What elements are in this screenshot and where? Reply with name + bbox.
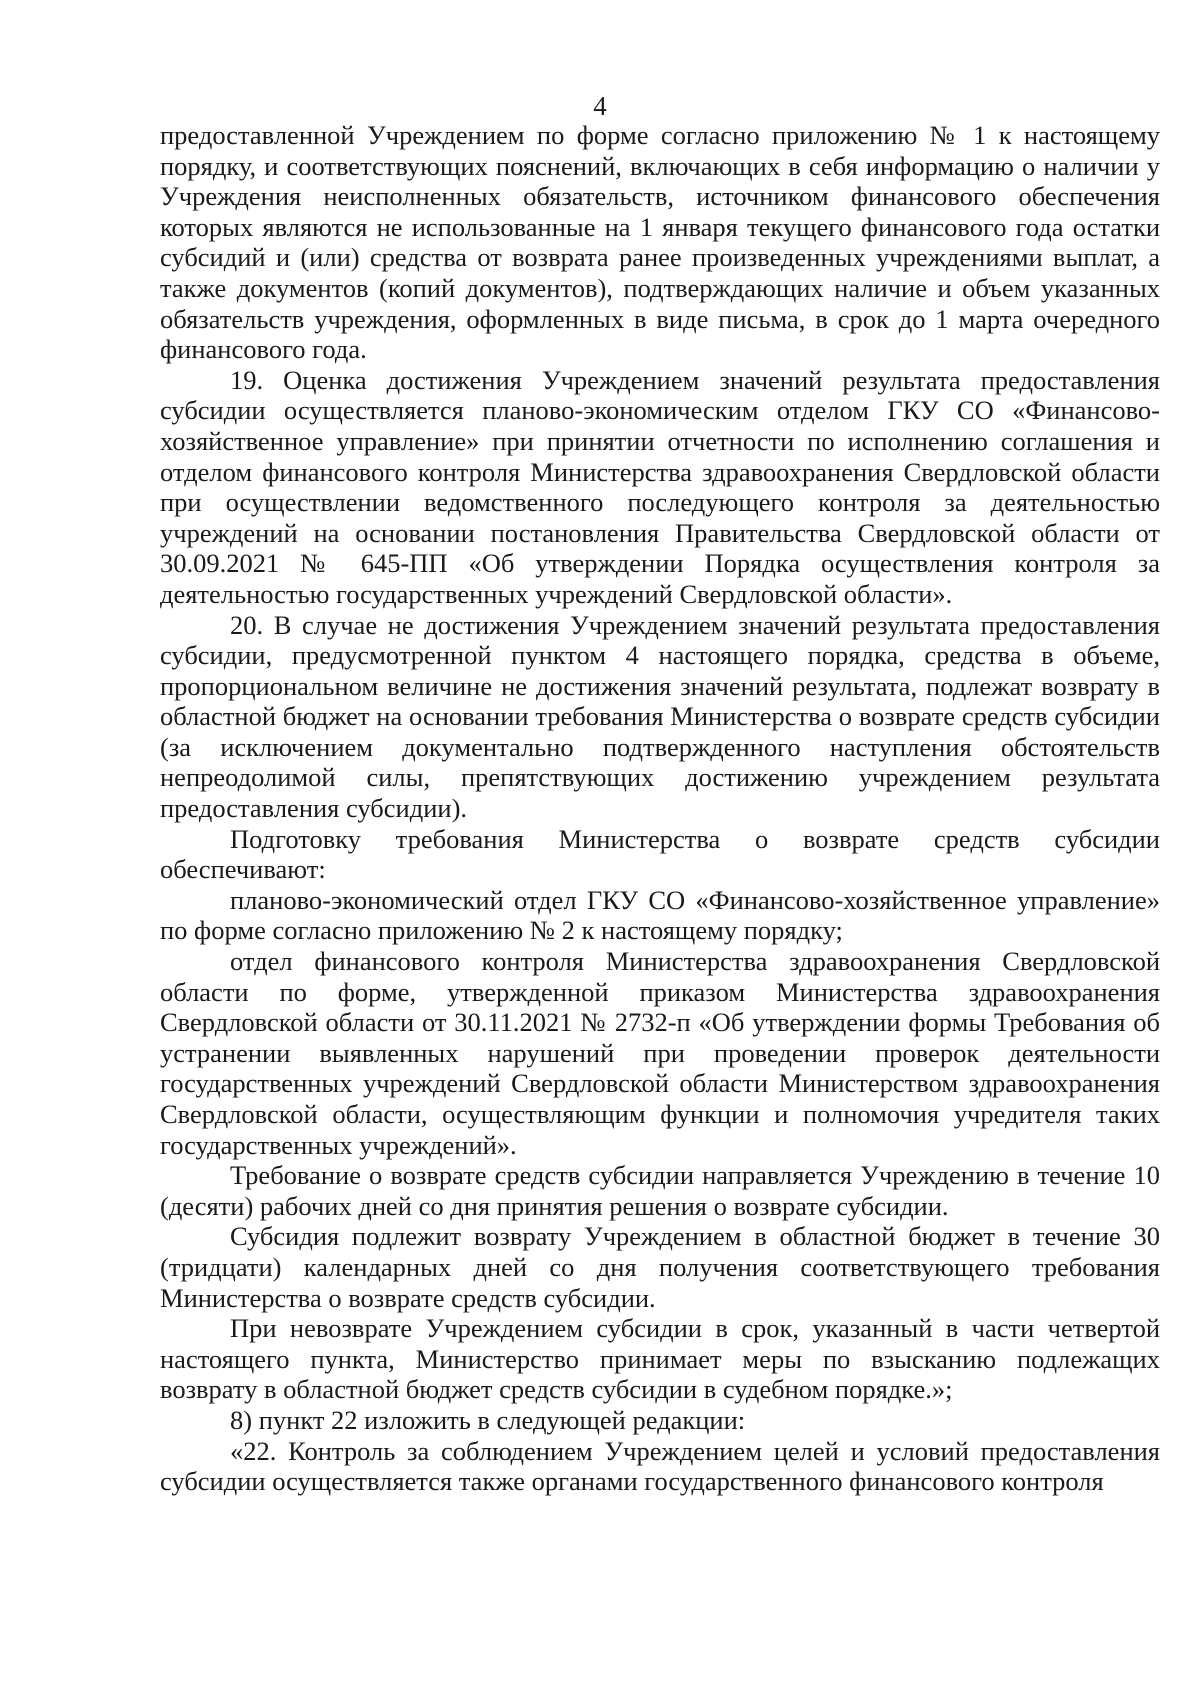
document-body	[160, 120, 1160, 1497]
paragraph-continuation: предоставленной Учреждением по форме согласно приложению № 1 к настоящему порядку, и соответствующих пояснений, включающих в себя информацию о наличии у Учреждения неисполненных обязательств, источником финансового обеспечения которых являются не использованные на 1 января текущего финансового года остатки субсидий и (или) средства от возврата ранее произведенных учреждениями выплат, а также документов (копий документов), подтверждающих наличие и объем указанных обязательств учреждения, оформленных в виде письма, в срок до 1 марта очередного финансового года.	[160, 120, 1160, 365]
paragraph-20-subsidy-return: 20. В случае не достижения Учреждением значений результата предоставления субсидии, предусмотренной пунктом 4 настоящего порядка, средства в объеме, пропорциональном величине не достижения значений результата, подлежат возврату в областной бюджет на основании требования Министерства о возврате средств субсидии (за исключением документально подтвержденного наступления обстоятельств непреодолимой силы, препятствующих достижению учреждением результата предоставления субсидии).	[160, 609, 1160, 824]
paragraph-22-control: «22. Контроль за соблюдением Учреждением целей и условий предоставления субсидии осуществляется также органами государственного финансового контроля	[160, 1435, 1160, 1497]
paragraph-item-8: 8) пункт 22 изложить в следующей редакции:	[230, 1404, 746, 1435]
paragraph-planning-department: планово-экономический отдел ГКУ СО «Финансово-хозяйственное управление» по форме согласно приложению № 2 к настоящему порядку;	[160, 884, 1160, 946]
paragraph-19-result-assessment: 19. Оценка достижения Учреждением значений результата предоставления субсидии осуществляется планово-экономическим отделом ГКУ СО «Финансово-хозяйственное управление» при принятии отчетности по исполнению соглашения и отделом финансового контроля Министерства здравоохранения Свердловской области при осуществлении ведомственного последующего контроля за деятельностью учреждений на основании постановления Правительства Свердловской области от 30.09.2021 № 645-ПП «Об утверждении Порядка осуществления контроля за деятельностью государственных учреждений Свердловской области».	[160, 364, 1160, 609]
paragraph-financial-control-department: отдел финансового контроля Министерства здравоохранения Свердловской области по форме, утвержденной приказом Министерства здравоохранения Свердловской области от 30.11.2021 № 2732-п «Об утверждении формы Требования об устранении выявленных нарушений при проведении проверок деятельности государственных учреждений Свердловской области Министерством здравоохранения Свердловской области, осуществляющим функции и полномочия учредителя таких государственных учреждений».	[160, 946, 1160, 1160]
paragraph-return-deadline: Субсидия подлежит возврату Учреждением в областной бюджет в течение 30 (тридцати) календарных дней со дня получения соответствующего требования Министерства о возврате средств субсидии.	[160, 1221, 1160, 1313]
paragraph-court-recovery: При невозврате Учреждением субсидии в срок, указанный в части четвертой настоящего пункта, Министерство принимает меры по взысканию подлежащих возврату в областной бюджет средств субсидии в судебном порядке.»;	[160, 1313, 1160, 1405]
paragraph-requirement-deadline: Требование о возврате средств субсидии направляется Учреждению в течение 10 (десяти) рабочих дней со дня принятия решения о возврате субсидии.	[160, 1160, 1160, 1221]
paragraph-requirement-preparation: Подготовку требования Министерства о возврате средств субсидии обеспечивают:	[160, 823, 1160, 885]
page-number: 4	[593, 91, 607, 121]
